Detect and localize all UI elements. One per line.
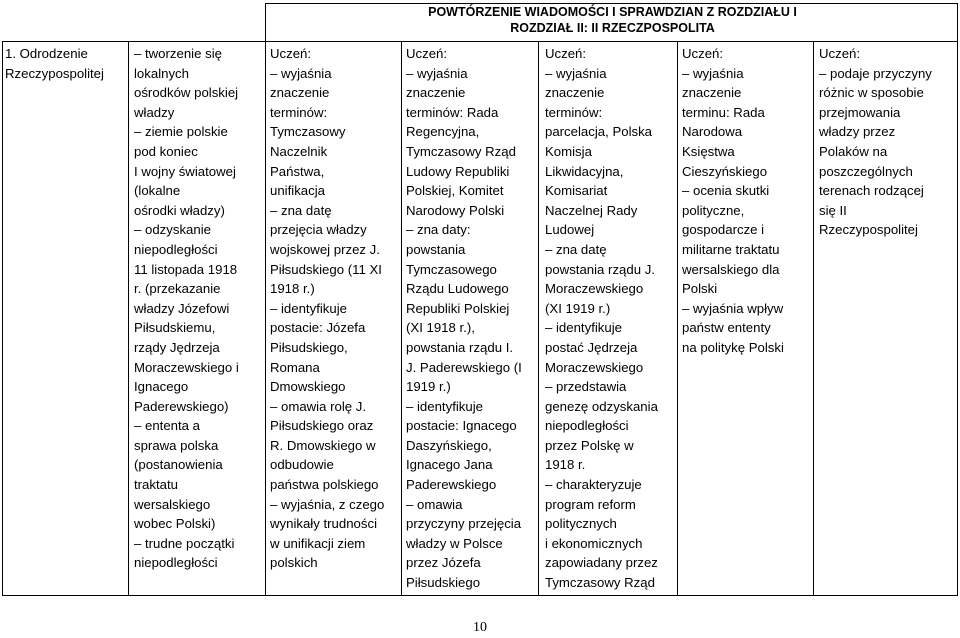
- cell-text-line: sprawa polska: [134, 437, 219, 453]
- cell-text-line: Rządu Ludowego: [406, 281, 509, 297]
- cell-text-line: – zna daty:: [406, 222, 471, 238]
- cell-text-line: i ekonomicznych: [545, 535, 643, 551]
- table-top-border: [265, 3, 958, 4]
- cell-text-line: Uczeń:: [270, 46, 312, 61]
- cell-text-line: powstania: [406, 241, 466, 257]
- cell-text-line: Tymczasowy Rząd: [545, 575, 655, 591]
- column-border: [677, 41, 678, 596]
- cell-text-line: wobec Polski): [134, 516, 216, 532]
- cell-text-line: Uczeń:: [819, 46, 861, 61]
- cell-text-line: gospodarcze i: [682, 222, 765, 238]
- header-subtitle: ROZDZIAŁ II: II RZECZPOSPOLITA: [510, 21, 715, 35]
- cell-text-line: lokalnych: [134, 65, 189, 81]
- cell-text-line: Tymczasowy Rząd: [406, 143, 516, 159]
- cell-text-line: – omawia: [406, 496, 463, 512]
- cell-text-line: Tymczasowy: [270, 124, 346, 140]
- cell-text-line: Moraczewskiego: [545, 359, 644, 375]
- cell-text-line: państwa polskiego: [270, 477, 379, 493]
- cell-text-line: przyczyny przejęcia: [406, 516, 522, 532]
- column-border: [957, 3, 958, 596]
- cell-text-line: władzy: [134, 104, 175, 120]
- cell-text-line: niepodległości: [134, 555, 218, 571]
- cell-text-line: Komisariat: [545, 183, 608, 199]
- cell-text-line: władzy przez: [819, 124, 896, 140]
- cell-text-line: Uczeń:: [545, 46, 587, 61]
- cell-text-line: militarne traktatu: [682, 241, 780, 257]
- cell-text-line: 1918 r.): [270, 281, 315, 297]
- cell-text-line: Ignacego: [134, 379, 189, 395]
- cell-text-line: Piłsudskiego (11 XI: [270, 261, 382, 277]
- cell-text-line: Paderewskiego: [406, 477, 497, 493]
- cell-text-line: postacie: Józefa: [270, 320, 366, 336]
- cell-text-line: przez Józefa: [406, 555, 481, 571]
- cell-text-line: politycznych: [545, 516, 617, 532]
- cell-text-line: Uczeń:: [406, 46, 448, 61]
- level-bardzo-dobra-cell: [682, 44, 812, 358]
- cell-text-line: powstania rządu I.: [406, 339, 514, 355]
- level-celujaca-cell: [819, 44, 956, 240]
- cell-text-line: terminów: Rada: [406, 104, 499, 120]
- cell-text-line: Polaków na: [819, 143, 888, 159]
- cell-text-line: traktatu: [134, 477, 178, 493]
- level-dopuszczajaca-cell: [270, 44, 399, 573]
- cell-text-line: Likwidacyjna,: [545, 163, 624, 179]
- cell-text-line: – podaje przyczyny: [819, 65, 932, 81]
- cell-text-line: terminu: Rada: [682, 104, 765, 120]
- cell-text-line: – identyfikuje: [545, 320, 622, 336]
- cell-text-line: 11 listopada 1918: [134, 261, 238, 277]
- cell-text-line: – wyjaśnia: [545, 65, 607, 81]
- cell-text-line: terminów:: [545, 104, 603, 120]
- cell-text-line: parcelacja, Polska: [545, 124, 653, 140]
- page-number: 10: [473, 620, 487, 635]
- cell-text-line: – ziemie polskie: [134, 124, 228, 140]
- cell-text-line: – zna datę: [270, 202, 332, 218]
- cell-text-line: wersalskiego: [134, 496, 211, 512]
- cell-text-line: Daszyńskiego,: [406, 437, 492, 453]
- cell-text-line: wojskowej przez J.: [270, 241, 380, 257]
- cell-text-line: Piłsudskiego,: [270, 339, 348, 355]
- cell-text-line: – trudne początki: [134, 535, 235, 551]
- cell-text-line: – ocenia skutki: [682, 183, 770, 199]
- column-border: [538, 41, 539, 596]
- cell-text-line: – wyjaśnia, z czego: [270, 496, 385, 512]
- cell-text-line: – identyfikuje: [406, 398, 483, 414]
- cell-text-line: R. Dmowskiego w: [270, 437, 376, 453]
- cell-text-line: Paderewskiego): [134, 398, 229, 414]
- cell-text-line: – wyjaśnia: [406, 65, 468, 81]
- cell-text-line: r. (przekazanie: [134, 281, 221, 297]
- table-bottom-border: [2, 595, 958, 596]
- cell-text-line: Komisja: [545, 143, 592, 159]
- header-title: POWTÓRZENIE WIADOMOŚCI I SPRAWDZIAN Z ROZDZIAŁU I: [428, 5, 797, 19]
- cell-text-line: J. Paderewskiego (I: [406, 359, 522, 375]
- cell-text-line: ośrodki władzy): [134, 202, 225, 218]
- cell-text-line: Ignacego Jana: [406, 457, 493, 473]
- cell-text-line: na politykę Polski: [682, 339, 784, 355]
- cell-text-line: pod koniec: [134, 143, 198, 159]
- cell-text-line: I wojny światowej: [134, 163, 236, 179]
- cell-text-line: – wyjaśnia: [270, 65, 332, 81]
- cell-text-line: Dmowskiego: [270, 379, 346, 395]
- content-cell: [134, 44, 262, 573]
- cell-text-line: niepodległości: [134, 241, 218, 257]
- cell-text-line: terminów:: [270, 104, 328, 120]
- cell-text-line: (lokalne: [134, 183, 181, 199]
- cell-text-line: odbudowie: [270, 457, 334, 473]
- cell-text-line: się II: [819, 202, 847, 218]
- cell-text-line: władzy w Polsce: [406, 535, 503, 551]
- cell-text-line: Ludowej: [545, 222, 595, 238]
- cell-text-line: znaczenie: [406, 85, 466, 101]
- cell-text-line: – charakteryzuje: [545, 477, 642, 493]
- level-dostateczna-cell: [406, 44, 536, 593]
- cell-text-line: Tymczasowego: [406, 261, 497, 277]
- column-border: [813, 41, 814, 596]
- level-dobra-cell: [545, 44, 676, 593]
- cell-text-line: 1. Odrodzenie: [5, 46, 88, 61]
- cell-text-line: w unifikacji ziem: [270, 535, 366, 551]
- column-border: [401, 41, 402, 596]
- column-border: [2, 41, 3, 596]
- cell-text-line: różnic w sposobie: [819, 85, 924, 101]
- cell-text-line: przejęcia władzy: [270, 222, 367, 238]
- cell-text-line: ośrodków polskiej: [134, 85, 239, 101]
- cell-text-line: niepodległości: [545, 418, 629, 434]
- cell-text-line: Państwa,: [270, 163, 325, 179]
- cell-text-line: – zna datę: [545, 241, 607, 257]
- cell-text-line: – identyfikuje: [270, 300, 347, 316]
- cell-text-line: Piłsudskiego oraz: [270, 418, 374, 434]
- cell-text-line: Polskiej, Komitet: [406, 183, 504, 199]
- cell-text-line: Narodowy Polski: [406, 202, 505, 218]
- cell-text-line: genezę odzyskania: [545, 398, 658, 414]
- cell-text-line: zapowiadany przez: [545, 555, 658, 571]
- cell-text-line: przez Polskę w: [545, 437, 634, 453]
- cell-text-line: znaczenie: [545, 85, 605, 101]
- header-divider: [2, 41, 958, 42]
- column-border: [265, 3, 266, 596]
- cell-text-line: (XI 1918 r.),: [406, 320, 475, 336]
- cell-text-line: Uczeń:: [682, 46, 724, 61]
- cell-text-line: powstania rządu J.: [545, 261, 655, 277]
- cell-text-line: Romana: [270, 359, 320, 375]
- cell-text-line: – omawia rolę J.: [270, 398, 367, 414]
- cell-text-line: postać Jędrzeja: [545, 339, 638, 355]
- cell-text-line: Moraczewskiego i: [134, 359, 239, 375]
- cell-text-line: rządy Jędrzeja: [134, 339, 220, 355]
- cell-text-line: program reform: [545, 496, 636, 512]
- cell-text-line: państw ententy: [682, 320, 771, 336]
- cell-text-line: Regencyjna,: [406, 124, 480, 140]
- cell-text-line: – przedstawia: [545, 379, 627, 395]
- cell-text-line: (XI 1919 r.): [545, 300, 611, 316]
- cell-text-line: przejmowania: [819, 104, 901, 120]
- cell-text-line: polskich: [270, 555, 318, 571]
- cell-text-line: Naczelnej Rady: [545, 202, 638, 218]
- section-title-cell: [5, 44, 127, 83]
- cell-text-line: Narodowa: [682, 124, 743, 140]
- cell-text-line: Ludowy Republiki: [406, 163, 510, 179]
- cell-text-line: Naczelnik: [270, 143, 328, 159]
- cell-text-line: – wyjaśnia wpływ: [682, 300, 784, 316]
- cell-text-line: unifikacja: [270, 183, 325, 199]
- cell-text-line: Piłsudskiemu,: [134, 320, 216, 336]
- cell-text-line: 1919 r.): [406, 379, 451, 395]
- cell-text-line: Rzeczypospolitej: [819, 222, 918, 238]
- cell-text-line: polityczne,: [682, 202, 745, 218]
- column-border: [128, 41, 129, 596]
- cell-text-line: Cieszyńskiego: [682, 163, 768, 179]
- cell-text-line: postacie: Ignacego: [406, 418, 517, 434]
- cell-text-line: znaczenie: [682, 85, 742, 101]
- cell-text-line: – ententa a: [134, 418, 200, 434]
- cell-text-line: poszczególnych: [819, 163, 913, 179]
- table-header: [265, 4, 960, 40]
- cell-text-line: Polski: [682, 281, 718, 297]
- cell-text-line: wynikały trudności: [270, 516, 378, 532]
- cell-text-line: Rzeczypospolitej: [5, 65, 104, 81]
- cell-text-line: wersalskiego dla: [682, 261, 780, 277]
- cell-text-line: władzy Józefowi: [134, 300, 230, 316]
- cell-text-line: 1918 r.: [545, 457, 586, 473]
- cell-text-line: terenach rodzącej: [819, 183, 924, 199]
- cell-text-line: – wyjaśnia: [682, 65, 744, 81]
- cell-text-line: Republiki Polskiej: [406, 300, 510, 316]
- cell-text-line: Piłsudskiego: [406, 575, 481, 591]
- cell-text-line: znaczenie: [270, 85, 330, 101]
- cell-text-line: Moraczewskiego: [545, 281, 644, 297]
- cell-text-line: – odzyskanie: [134, 222, 211, 238]
- cell-text-line: – tworzenie się: [134, 46, 222, 61]
- cell-text-line: Księstwa: [682, 143, 735, 159]
- cell-text-line: (postanowienia: [134, 457, 223, 473]
